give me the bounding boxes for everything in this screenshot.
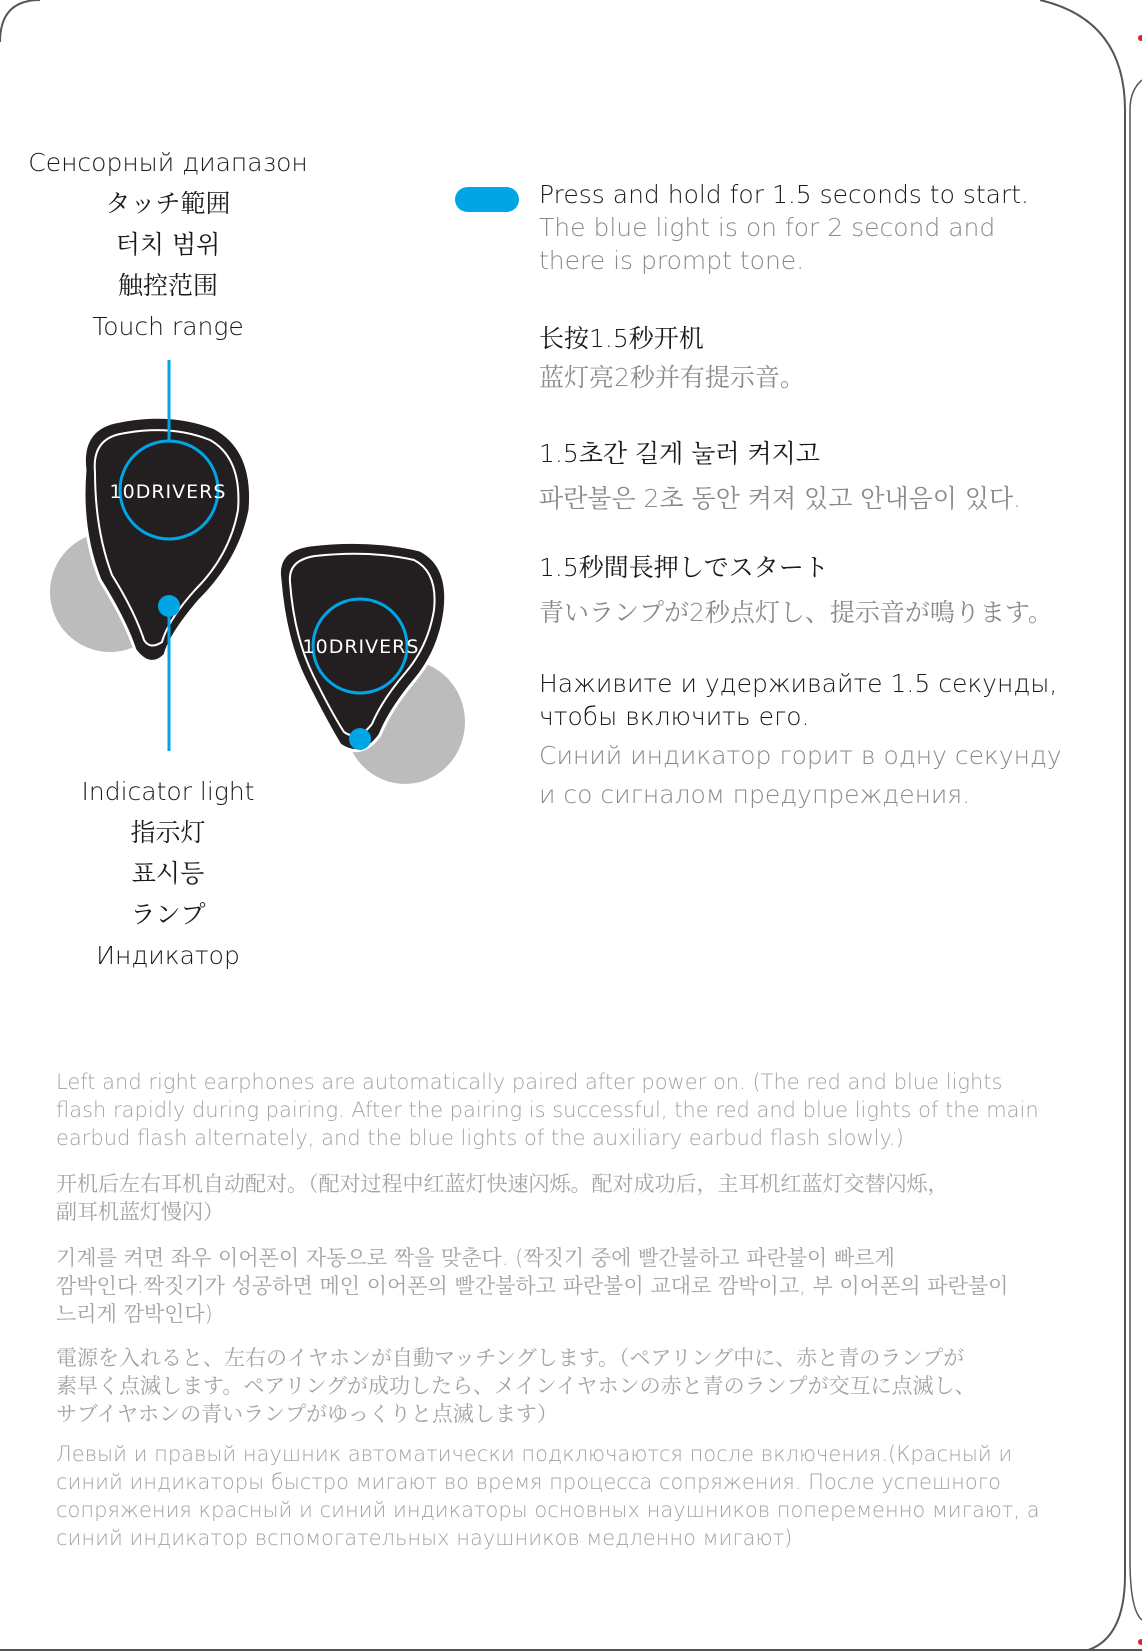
instruction-ru-primary-1: Наживите и удерживайте 1.5 секунды,: [539, 669, 1058, 698]
instruction-ko-secondary: 파란불은 2초 동안 켜져 있고 안내음이 있다.: [539, 484, 1022, 513]
touch-range-label-en: Touch range: [92, 312, 244, 341]
pairing-ru-line: синий индикаторы быстро мигают во время процесса сопряжения. После успешного: [56, 1470, 1001, 1494]
indicator-light-labels: [18, 771, 318, 976]
instruction-ko: [539, 437, 1099, 515]
instruction-en-primary: Press and hold for 1.5 seconds to start.: [539, 180, 1030, 209]
instruction-en-secondary-1: The blue light is on for 2 second and: [539, 213, 996, 242]
instruction-ru-secondary-2: и со сигналом предупреждения.: [539, 780, 971, 809]
instruction-en-secondary-2: there is prompt tone.: [539, 246, 805, 275]
pairing-en-line: earbud flash alternately, and the blue lights of the auxiliary earbud flash slowly.): [56, 1126, 904, 1150]
instruction-zh: [539, 322, 1099, 394]
pairing-ru-line: синий индикатор вспомогательных наушников медленно мигают): [56, 1526, 793, 1550]
touch-range-label-ru: Сенсорный диапазон: [28, 148, 308, 177]
instruction-ja-primary: 1.5秒間長押しでスタート: [539, 553, 829, 582]
pairing-ru-line: Левый и правый наушник автоматически подключаются после включения.(Красный и: [56, 1442, 1013, 1466]
pairing-zh-line: 开机后左右耳机自动配对。（配对过程中红蓝灯快速闪烁。配对成功后，主耳机红蓝灯交替闪烁，: [56, 1172, 949, 1196]
left-brand-text: 10DRIVERS: [109, 481, 227, 503]
pairing-paragraph-ko: [56, 1244, 1056, 1328]
pairing-ko-line: 기계를 켜면 좌우 이어폰이 자동으로 짝을 맞춘다. (짝짓기 중에 빨간불하고 파란불이 빠르게: [56, 1246, 895, 1270]
pairing-ko-line: 느리게 깜박인다): [56, 1302, 213, 1326]
right-brand-text: 10DRIVERS: [302, 636, 420, 658]
touch-range-label-ko: 터치 범위: [115, 230, 221, 259]
touch-range-label-zh: 触控范围: [117, 271, 218, 300]
indicator-label-ko: 표시등: [131, 859, 205, 888]
pairing-ru-line: сопряжения красный и синий индикаторы основных наушников попеременно мигают, а: [56, 1498, 1040, 1522]
indicator-label-ja: ランプ: [130, 900, 206, 929]
blue-light-indicator-icon: [455, 187, 519, 212]
pairing-paragraph-zh: [56, 1170, 1056, 1226]
instruction-ja: [539, 551, 1099, 629]
right-indicator-dot: [349, 728, 371, 750]
pairing-en-line: Left and right earphones are automatically paired after power on. (The red and blue lights: [56, 1070, 1003, 1094]
indicator-label-zh: 指示灯: [130, 818, 206, 847]
instruction-ru-primary-2: чтобы включить его.: [539, 702, 810, 731]
pairing-ko-line: 깜박인다.짝짓기가 성공하면 메인 이어폰의 빨간불하고 파란불이 교대로 깜박이고, 부 이어폰의 파란불이: [56, 1274, 1009, 1298]
touch-range-label-ja: タッチ範囲: [105, 189, 231, 218]
left-earbud: [50, 417, 251, 661]
pairing-ja-line: 素早く点滅します。ペアリングが成功したら、メインイヤホンの赤と青のランプが交互に点滅し、: [56, 1374, 976, 1398]
pairing-paragraph-en: [56, 1068, 1056, 1152]
indicator-label-en: Indicator light: [81, 777, 255, 806]
pairing-zh-line: 副耳机蓝灯慢闪）: [56, 1200, 224, 1224]
touch-range-labels: [18, 142, 318, 347]
instruction-ja-secondary: 青いランプが2秒点灯し、提示音が鳴ります。: [539, 598, 1053, 627]
pairing-ja-line: 電源を入れると、左右のイヤホンが自動マッチングします。（ペアリング中に、赤と青のランプが: [56, 1346, 965, 1370]
pairing-paragraph-ja: [56, 1344, 1056, 1428]
instruction-ko-primary: 1.5초간 길게 눌러 켜지고: [539, 439, 820, 468]
instruction-zh-secondary: 蓝灯亮2秒并有提示音。: [539, 363, 805, 392]
earbuds-illustration: [40, 350, 490, 810]
pairing-en-line: flash rapidly during pairing. After the pairing is successful, the red and blue lights of the main: [56, 1098, 1039, 1122]
instruction-ru-secondary-1: Синий индикатор горит в одну секунду: [539, 741, 1062, 770]
right-earbud: [279, 542, 465, 784]
pairing-ja-line: サブイヤホンの青いランプがゆっくりと点滅します）: [56, 1402, 558, 1426]
instruction-zh-primary: 长按1.5秒开机: [539, 324, 704, 353]
instruction-ru: [539, 667, 1099, 811]
indicator-label-ru: Индикатор: [96, 941, 240, 970]
left-indicator-dot: [158, 595, 180, 617]
pairing-paragraph-ru: [56, 1440, 1056, 1552]
instruction-en: [539, 178, 1099, 277]
